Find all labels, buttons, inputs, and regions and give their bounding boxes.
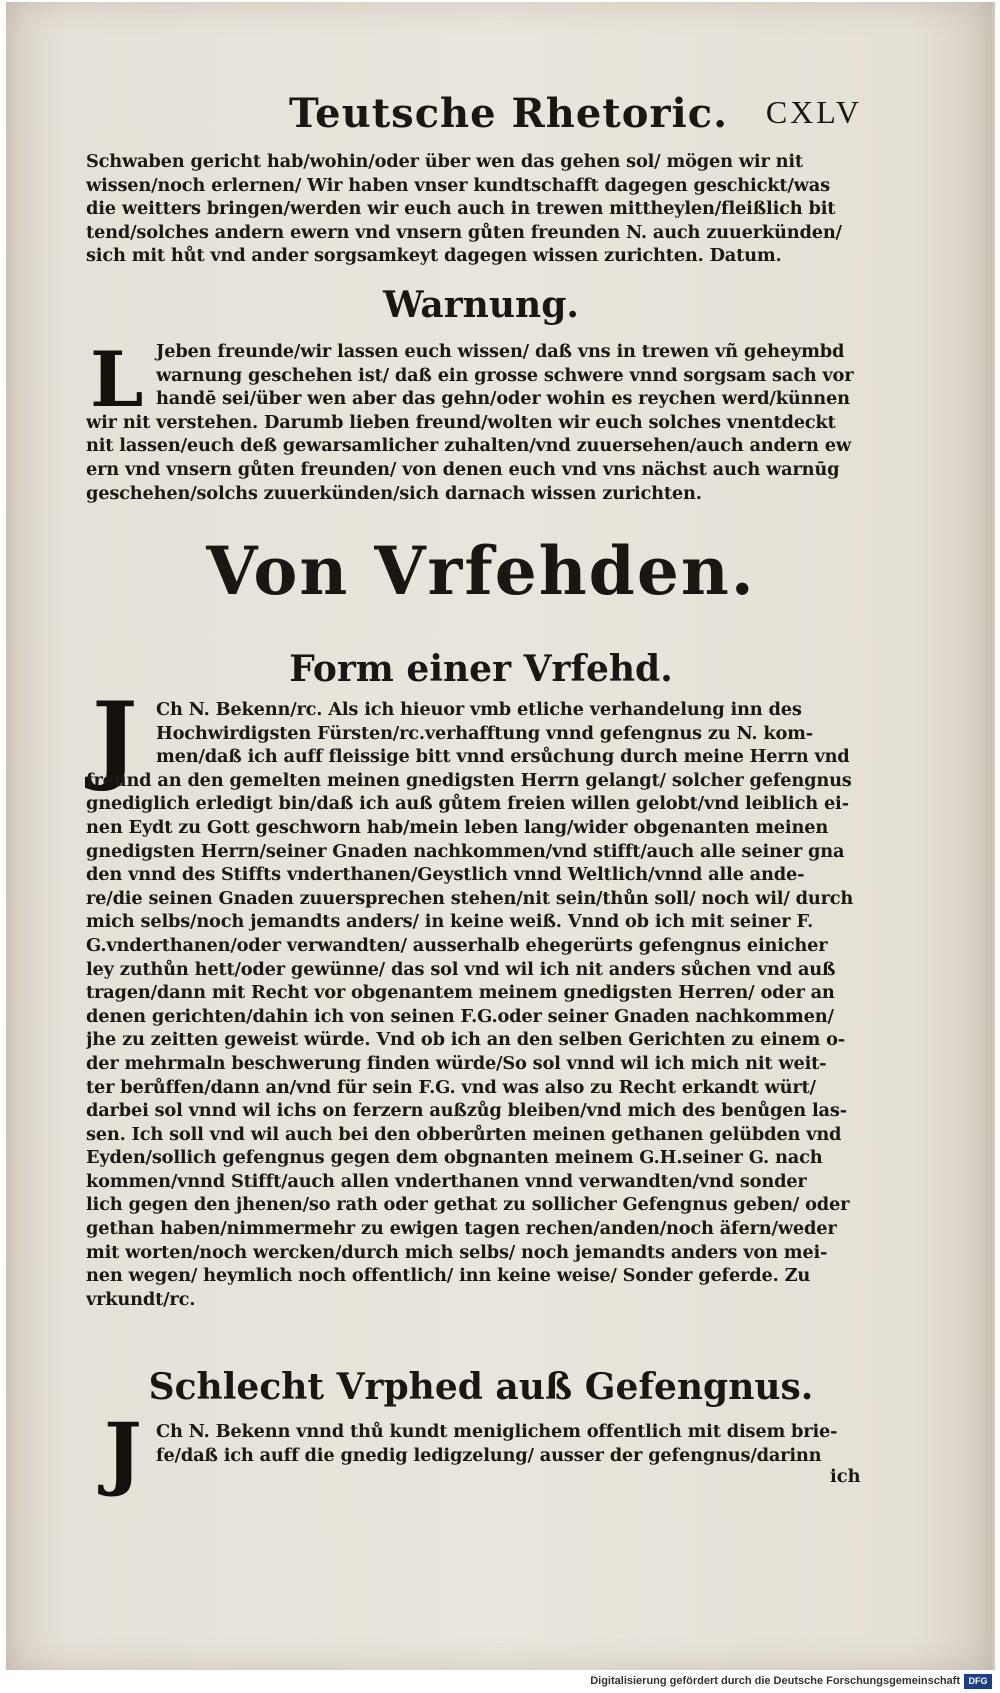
- text-line: freund an den gemelten meinen gnedigsten Herrn gelangt/ solcher gefengnus: [86, 769, 852, 791]
- text-line: kommen/vnnd Stifft/auch allen vnderthanen vnnd verwandten/vnd sonder: [86, 1170, 807, 1192]
- folio-number: CXLV: [765, 94, 862, 130]
- text-line: warnung geschehen ist/ daß ein grosse schwere vnnd sorgsam sach vor: [156, 364, 854, 386]
- text-line: Ch N. Bekenn/rc. Als ich hieuor vmb etliche verhandelung inn des: [156, 699, 802, 720]
- initial-letter: J: [104, 1405, 142, 1499]
- text-line: darbei sol vnnd wil ichs on ferzern außzůg bleiben/vnd mich des benůgen las-: [86, 1100, 847, 1122]
- text-line: Ch N. Bekenn vnnd thů kundt meniglichem offentlich mit disem brie-: [156, 1421, 838, 1442]
- text-line: mich selbs/noch jemandts anders/ in keine weiß. Vnnd ob ich mit seiner F.: [86, 911, 814, 933]
- text-line: der mehrmaln beschwerung finden würde/So sol vnnd wil ich mich nit weit-: [86, 1052, 827, 1074]
- text-line: men/daß ich auff fleissige bitt vnnd ersůchung durch meine Herrn vnd: [156, 746, 850, 768]
- running-title: Teutsche Rhetoric.: [289, 90, 728, 137]
- text-line: wir nit verstehen. Darumb lieben freund/wolten wir euch solches vnentdeckt: [86, 411, 836, 433]
- text-line: handē sei/über wen aber das gehn/oder wohin es reychen werd/künnen: [156, 388, 850, 410]
- paragraph-warnung: [86, 340, 876, 505]
- text-line: mit worten/noch wercken/durch mich selbs/ noch jemandts anders von mei-: [86, 1241, 828, 1263]
- text-line: vrkundt/rc.: [86, 1288, 196, 1310]
- running-head: [84, 84, 874, 144]
- text-line: die weitters bringen/werden wir euch auch in trewen mittheylen/fleißlich bit: [86, 198, 836, 220]
- text-line: jhe zu zeitten geweist würde. Vnd ob ich an den selben Gerichten zu einem o-: [86, 1029, 845, 1051]
- text-line: den vnnd des Stiffts vnderthanen/Geystlich vnnd Weltlich/vnnd alle ande-: [86, 864, 805, 886]
- text-line: ern vnd vnsern gůten freunden/ von denen euch vnd vns nächst auch warnūg: [86, 458, 840, 480]
- initial-letter: J: [92, 681, 138, 794]
- paragraph-form: [86, 698, 876, 1311]
- text-line: nit lassen/euch deß gewarsamlicher zuhalten/vnd zuuersehen/auch andern ew: [86, 435, 851, 457]
- text-line: sen. Ich soll vnd wil auch bei den obberůrten meinen gethanen gelübden vnd: [86, 1123, 842, 1145]
- heading-warnung: Warnung.: [383, 284, 579, 326]
- text-line: Schwaben gericht hab/wohin/oder über wen das gehen sol/ mögen wir nit: [86, 151, 803, 172]
- text-line: tend/solches andern ewern vnd vnsern gůten freunden N. auch zuuerkünden/: [86, 221, 842, 243]
- text-line: wissen/noch erlernen/ Wir haben vnser kundtschafft dagegen geschickt/was: [86, 174, 830, 196]
- text-line: gethan haben/nimmermehr zu ewigen tagen rechen/anden/noch äfern/weder: [86, 1218, 837, 1240]
- heading-form: Form einer Vrfehd.: [289, 648, 673, 690]
- section-heading: Von Vrfehden.: [206, 532, 756, 610]
- text-line: re/die seinen Gnaden zuuersprechen stehen/nit sein/thůn soll/ noch wil/ durch: [86, 887, 854, 909]
- text-line: nen wegen/ heymlich noch offentlich/ inn keine weise/ Sonder geferde. Zu: [86, 1265, 811, 1287]
- text-line: ley zuthůn hett/oder gewünne/ das sol vnd wil ich nit anders sůchen vnd auß: [86, 958, 836, 980]
- text-line: Eyden/sollich gefengnus gegen dem obgnanten meinem G.H.seiner G. nach: [86, 1147, 823, 1169]
- heading-schlecht-vrphed: Schlecht Vrphed auß Gefengnus.: [148, 1366, 814, 1408]
- text-line: Hochwirdigsten Fürsten/rc.verhafftung vnnd gefengnus zu N. kom-: [156, 722, 813, 744]
- text-line: lich gegen den jhenen/so rath oder gethat zu sollicher Gefengnus geben/ oder: [86, 1194, 850, 1216]
- text-line: tragen/dann mit Recht vor obgenantem meinem gnedigsten Herren/ oder an: [86, 982, 835, 1004]
- text-line: gnedigsten Herrn/seiner Gnaden nachkommen/vnd stifft/auch alle seiner gna: [86, 840, 845, 862]
- text-line: ter berůffen/dann an/vnd für sein F.G. vnd was also zu Recht erkandt würt/: [86, 1076, 816, 1098]
- text-line: G.vnderthanen/oder verwandten/ ausserhalb ehegerürts gefengnus einicher: [86, 934, 828, 956]
- funding-credit: Digitalisierung gefördert durch die Deutsche Forschungsgemeinschaft: [590, 1675, 960, 1687]
- initial-letter: L: [90, 335, 144, 424]
- text-line: sich mit hůt vnd ander sorgsamkeyt dagegen wissen zurichten. Datum.: [86, 245, 782, 267]
- text-line: nen Eydt zu Gott geschworn hab/mein leben lang/wider obgenanten meinen: [86, 816, 829, 838]
- catchword: ich: [830, 1466, 861, 1487]
- footer-bar: [0, 1672, 1000, 1693]
- dfg-logo: DFG: [964, 1674, 992, 1689]
- paragraph-continuation: [86, 150, 876, 268]
- text-line: geschehen/solchs zuuerkünden/sich darnach wissen zurichten.: [86, 482, 702, 504]
- text-line: fe/daß ich auff die gnedig ledigzelung/ ausser der gefengnus/darinn: [156, 1444, 822, 1466]
- text-line: denen gerichten/dahin ich von seinen F.G.oder seiner Gnaden nachkommen/: [86, 1005, 834, 1027]
- text-line: gnediglich erledigt bin/daß ich auß gůtem freien willen gelobt/vnd leiblich ei-: [86, 793, 849, 815]
- text-line: Jeben freunde/wir lassen euch wissen/ daß vns in trewen vñ geheymbd: [156, 341, 845, 362]
- paragraph-schlecht: [86, 1420, 876, 1467]
